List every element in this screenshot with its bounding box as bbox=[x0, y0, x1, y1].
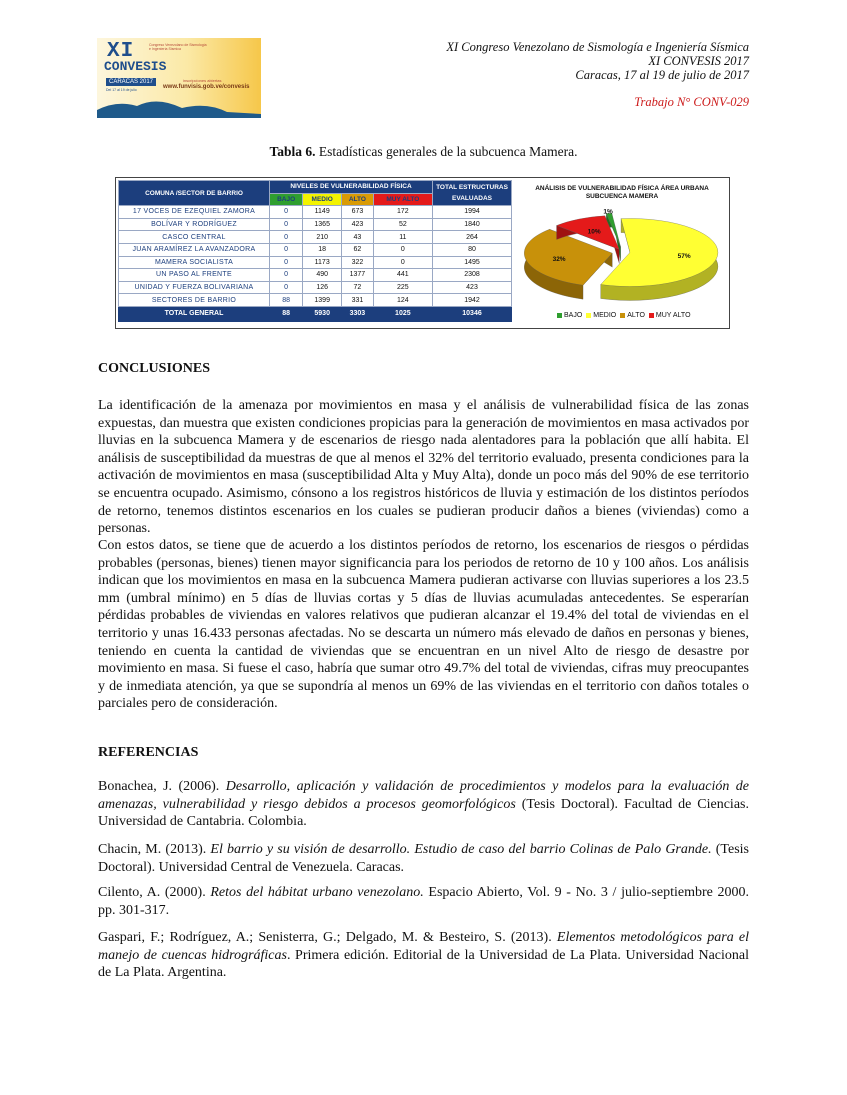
level-alto-header: ALTO bbox=[342, 193, 374, 206]
logo-caracas: CARACAS 2017 bbox=[106, 78, 156, 86]
logo-url: www.funvisis.gob.ve/convesis bbox=[163, 84, 250, 90]
header-place-date: Caracas, 17 al 19 de julio de 2017 bbox=[575, 68, 749, 82]
table-row bbox=[119, 281, 512, 294]
cell-total: 264 bbox=[433, 231, 512, 244]
cell-sector: BOLÍVAR Y RODRÍGUEZ bbox=[119, 218, 270, 231]
conclusiones-paragraph-2: Con estos datos, se tiene que de acuerdo a los distintos períodos de retorno, los escenarios de riesgos o pérdidas probables (personas, bienes) tienen mayor significancia para los periodos de retorno de 10 y 100 años. Los análisis indican que los movimientos en masa en la subcuenca Mamera pudieran activarse con lluvias superiores a los 23.5 mm (umbral mínimo) en 5 días de lluvias cortas y 5 días de lluvias acumuladas antecedentes. Se esperarían pérdidas probables de viviendas en valores relativos que pudieran alcanzar el 19.4% del total de viviendas en el territorio y unas 16.433 personas afectadas. No se descarta un número más elevado de daños en personas y bienes, teniendo en cuenta la cantidad de viviendas que se encuentran en un nivel Alto de riesgo de desastre por movimiento en masa. Si fuese el caso, habría que sumar otro 49.7% del total de viviendas, cifras muy preocupantes y de inmediata atención, ya que se supondría al menos un 69% de las viviendas en el territorio con daños totales o parciales pero de consideración. bbox=[98, 538, 749, 712]
cell-total: 2308 bbox=[433, 269, 512, 282]
logo-xi: XI bbox=[107, 40, 135, 63]
legend-item-medio bbox=[582, 312, 616, 319]
cell-medio: 490 bbox=[303, 269, 342, 282]
legend-item-muy-alto bbox=[645, 312, 691, 319]
table-row bbox=[119, 243, 512, 256]
reference-cilento: Cilento, A. (2000). Retos del hábitat urbano venezolano. Espacio Abierto, Vol. 9 - No. 3 / julio-septiembre 2000. pp. 301-317. bbox=[98, 885, 749, 918]
cell-muyalto: 0 bbox=[373, 256, 432, 269]
level-bajo-header: BAJO bbox=[270, 193, 303, 206]
level-muyalto-header: MUY ALTO bbox=[373, 193, 432, 206]
cell-medio: 1365 bbox=[303, 218, 342, 231]
legend-swatch bbox=[557, 313, 562, 318]
cell-muyalto: 441 bbox=[373, 269, 432, 282]
header-edition: XI CONVESIS 2017 bbox=[648, 54, 749, 68]
logo-convesis: CONVESIS bbox=[104, 59, 167, 74]
referencias-heading: REFERENCIAS bbox=[98, 745, 199, 760]
caption-label: Tabla 6. bbox=[269, 144, 316, 159]
table-row bbox=[119, 269, 512, 282]
reference-gaspari: Gaspari, F.; Rodríguez, A.; Senisterra, G.; Delgado, M. & Besteiro, S. (2013). Elementos metodológicos para el manejo de cuencas hidrográficas. Primera edición. Editorial de la Universidad de La Plata. Universidad Nacional de La Plata. Argentina. bbox=[98, 930, 750, 981]
legend-label: MEDIO bbox=[593, 312, 617, 319]
cell-total: 1994 bbox=[433, 206, 512, 219]
cell-bajo: 0 bbox=[270, 256, 303, 269]
total-cell-muyalto: 1025 bbox=[373, 306, 432, 321]
cell-muyalto: 124 bbox=[373, 294, 432, 307]
legend-item-bajo bbox=[553, 312, 582, 319]
cell-sector: CASCO CENTRAL bbox=[119, 231, 270, 244]
table-row bbox=[119, 294, 512, 307]
cell-total: 80 bbox=[433, 243, 512, 256]
chart-title: ANÁLISIS DE VULNERABILIDAD FÍSICA ÁREA URBANA SUBCUENCA MAMERA bbox=[535, 185, 709, 200]
cell-sector: 17 VOCES DE EZEQUIEL ZAMORA bbox=[119, 206, 270, 219]
cell-muyalto: 0 bbox=[373, 243, 432, 256]
table-row bbox=[119, 256, 512, 269]
logo-dates: Del 17 al 19 de julio bbox=[106, 88, 137, 92]
conclusiones-paragraph-1: La identificación de la amenaza por movimientos en masa y el análisis de vulnerabilidad física de las zonas expuestas, dan muestra que existen condiciones propicias para la generación de movimientos en masa activados por lluvias en la subcuenca Mamera y de escenarios de riesgo nada alentadores para la población que allí habita. El análisis de susceptibilidad da muestras de que al menos el 32% del territorio evaluado, presenta condiciones para la activación de movimientos en masa (susceptibilidad Alta y Muy Alta), donde un poco más del 90% de ese territorio se encuentra ocupado. Asimismo, cónsono a los registros históricos de lluvia y estimación de los distintos períodos de retorno, tenemos distintos escenarios en los cuales se pudieran producir daños a bienes (viviendas) como a personas. bbox=[98, 398, 749, 537]
cell-muyalto: 172 bbox=[373, 206, 432, 219]
col-sector-header: COMUNA /SECTOR DE BARRIO bbox=[119, 181, 270, 206]
level-medio-header: MEDIO bbox=[303, 193, 342, 206]
total-cell-bajo: 88 bbox=[270, 306, 303, 321]
logo-tagline: Congreso Venezolano de Sismología e Ingeniería Sísmica bbox=[149, 43, 207, 51]
cell-alto: 331 bbox=[342, 294, 374, 307]
cell-medio: 210 bbox=[303, 231, 342, 244]
table-total-row bbox=[119, 306, 512, 321]
pie-chart bbox=[515, 178, 729, 328]
cell-bajo: 0 bbox=[270, 281, 303, 294]
reference-bonachea: Bonachea, J. (2006). Desarrollo, aplicación y validación de procedimientos y modelos para la evaluación de amenazas, vulnerabilidad y riesgo debidos a procesos geomorfológicos (Tesis Doctoral). Facultad de Ciencias. Universidad de Cantabria. Colombia. bbox=[98, 779, 749, 830]
legend-swatch bbox=[586, 313, 591, 318]
legend-swatch bbox=[649, 313, 654, 318]
cell-alto: 43 bbox=[342, 231, 374, 244]
mountain-icon bbox=[97, 92, 261, 118]
cell-sector: JUAN ARAMÍREZ LA AVANZADORA bbox=[119, 243, 270, 256]
cell-bajo: 0 bbox=[270, 218, 303, 231]
cell-muyalto: 52 bbox=[373, 218, 432, 231]
cell-total: 1495 bbox=[433, 256, 512, 269]
cell-alto: 62 bbox=[342, 243, 374, 256]
statistics-figure bbox=[115, 177, 730, 329]
cell-total: 1942 bbox=[433, 294, 512, 307]
legend-label: BAJO bbox=[564, 312, 583, 319]
logo-inscripciones: inscripciones abiertas bbox=[183, 78, 222, 83]
pie-label-alto: 32% bbox=[552, 255, 566, 263]
pie-label-medio: 57% bbox=[677, 252, 691, 260]
cell-sector: SECTORES DE BARRIO bbox=[119, 294, 270, 307]
cell-alto: 423 bbox=[342, 218, 374, 231]
cell-bajo: 0 bbox=[270, 231, 303, 244]
cell-muyalto: 11 bbox=[373, 231, 432, 244]
cell-total: 423 bbox=[433, 281, 512, 294]
table-row bbox=[119, 231, 512, 244]
cell-sector: UN PASO AL FRENTE bbox=[119, 269, 270, 282]
cell-muyalto: 225 bbox=[373, 281, 432, 294]
cell-alto: 673 bbox=[342, 206, 374, 219]
cell-medio: 1149 bbox=[303, 206, 342, 219]
pie-label-muy-alto: 10% bbox=[587, 228, 601, 236]
cell-alto: 1377 bbox=[342, 269, 374, 282]
legend-label: MUY ALTO bbox=[655, 312, 691, 319]
cell-bajo: 88 bbox=[270, 294, 303, 307]
col-total-header: TOTAL ESTRUCTURAS EVALUADAS bbox=[433, 181, 512, 206]
cell-alto: 322 bbox=[342, 256, 374, 269]
legend-swatch bbox=[620, 313, 625, 318]
chart-legend bbox=[553, 312, 691, 319]
cell-alto: 72 bbox=[342, 281, 374, 294]
total-cell-alto: 3303 bbox=[342, 306, 374, 321]
pie-label-bajo: 1% bbox=[603, 208, 613, 216]
legend-label: ALTO bbox=[627, 312, 645, 319]
cell-medio: 126 bbox=[303, 281, 342, 294]
convesis-logo bbox=[97, 38, 261, 118]
reference-chacin: Chacin, M. (2013). El barrio y su visión de desarrollo. Estudio de caso del barrio Colinas de Palo Grande. (Tesis Doctoral). Universidad Central de Venezuela. Caracas. bbox=[98, 842, 749, 875]
statistics-table bbox=[118, 180, 512, 322]
cell-total: 1840 bbox=[433, 218, 512, 231]
legend-item-alto bbox=[616, 312, 645, 319]
caption-text: Estadísticas generales de la subcuenca Mamera. bbox=[315, 144, 578, 159]
cell-medio: 1173 bbox=[303, 256, 342, 269]
table-row bbox=[119, 218, 512, 231]
cell-sector: MAMERA SOCIALISTA bbox=[119, 256, 270, 269]
table-caption bbox=[0, 144, 847, 160]
conclusiones-heading: CONCLUSIONES bbox=[98, 361, 211, 376]
total-cell-total: 10346 bbox=[433, 306, 512, 321]
cell-bajo: 0 bbox=[270, 243, 303, 256]
col-niveles-header: NIVELES DE VULNERABILIDAD FÍSICA bbox=[270, 181, 433, 194]
cell-sector: UNIDAD Y FUERZA BOLIVARIANA bbox=[119, 281, 270, 294]
table-row bbox=[119, 206, 512, 219]
cell-medio: 1399 bbox=[303, 294, 342, 307]
pie-svg bbox=[515, 178, 729, 328]
total-cell-sector: TOTAL GENERAL bbox=[119, 306, 270, 321]
total-cell-medio: 5930 bbox=[303, 306, 342, 321]
header-congress: XI Congreso Venezolano de Sismología e Ingeniería Sísmica bbox=[446, 40, 749, 54]
header-trabajo-number: Trabajo N° CONV-029 bbox=[634, 95, 749, 109]
cell-bajo: 0 bbox=[270, 206, 303, 219]
cell-bajo: 0 bbox=[270, 269, 303, 282]
cell-medio: 18 bbox=[303, 243, 342, 256]
